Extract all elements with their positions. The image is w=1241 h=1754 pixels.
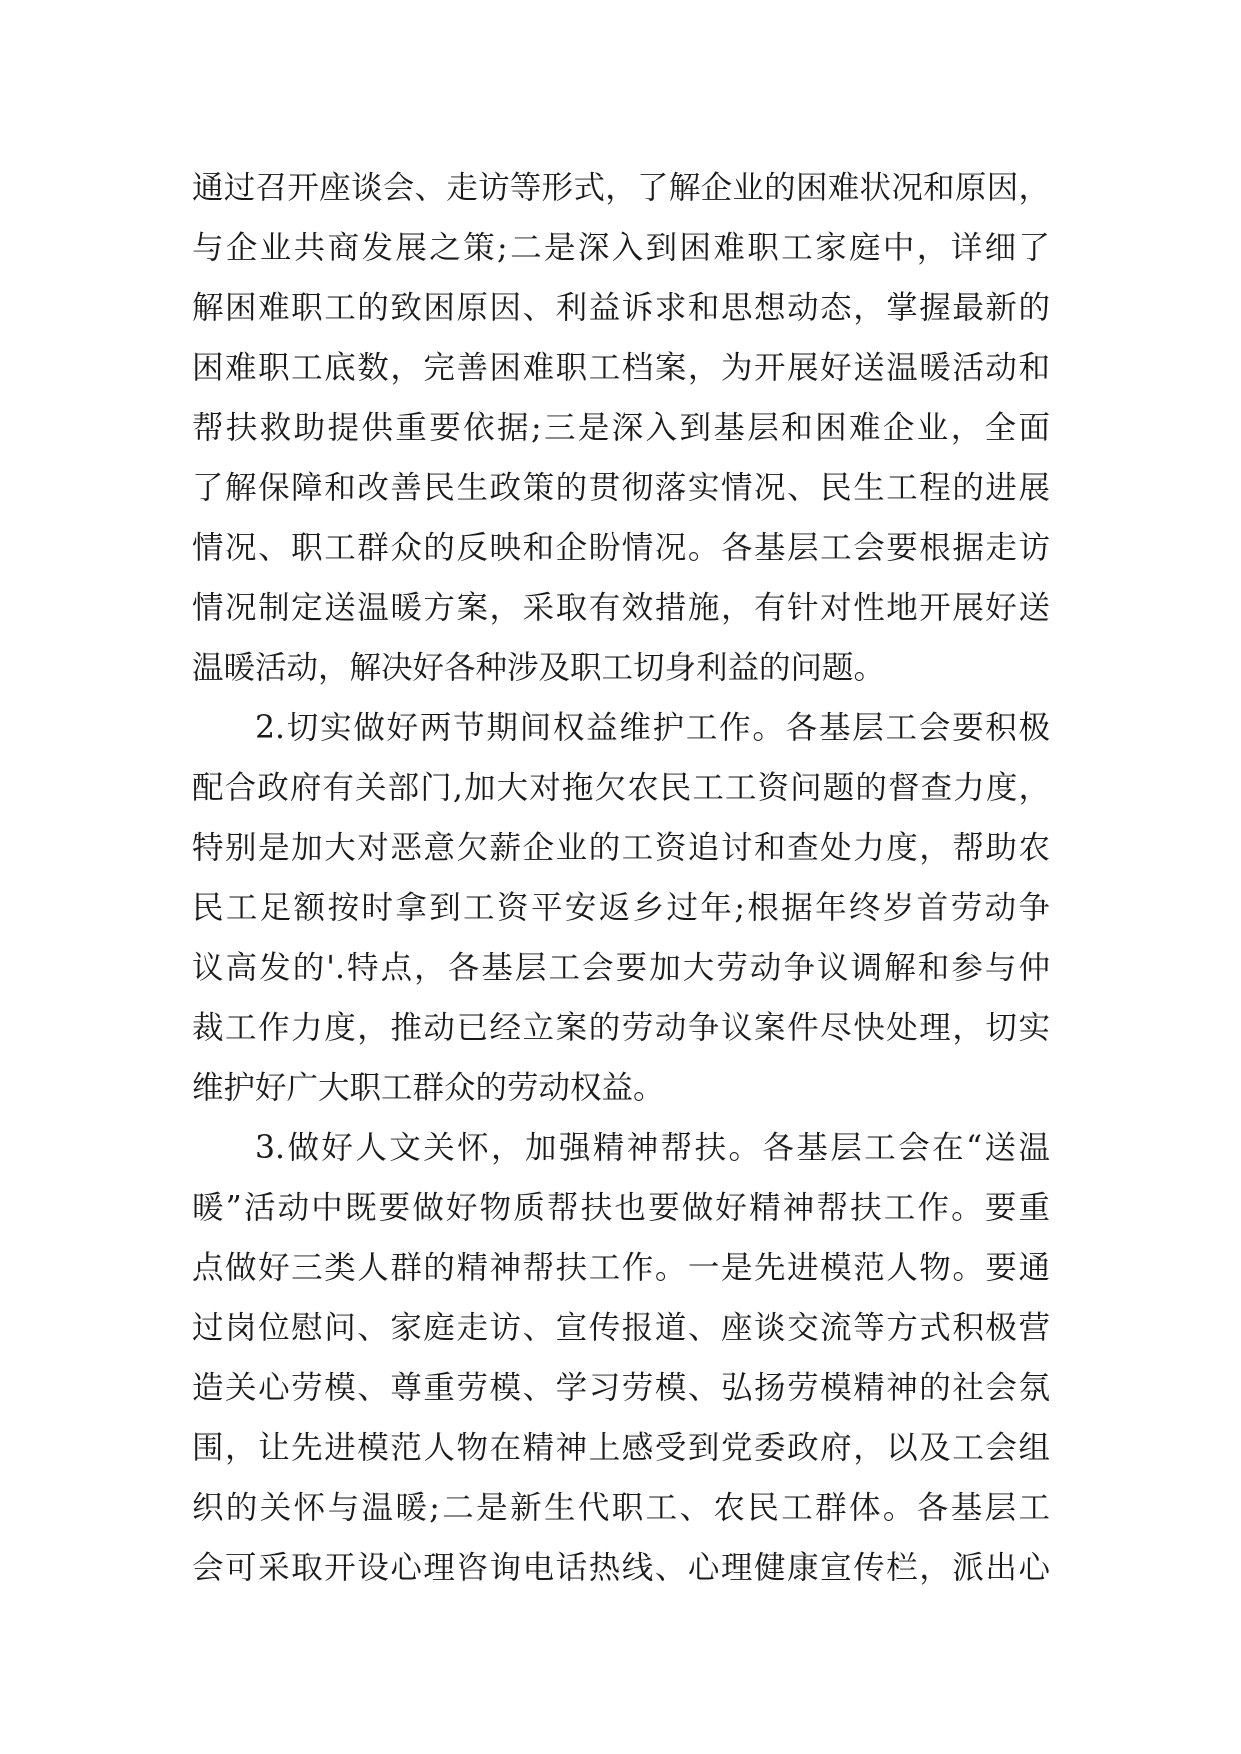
text-line: 通过召开座谈会、走访等形式，了解企业的困难状况和原因， — [192, 170, 1050, 206]
text-line: 民工足额按时拿到工资平安返乡过年;根据年终岁首劳动争 — [192, 890, 1050, 926]
text-line: 配合政府有关部门,加大对拖欠农民工工资问题的督查力度， — [192, 770, 1050, 806]
text-line: 与企业共商发展之策;二是深入到困难职工家庭中，详细了 — [192, 230, 1050, 266]
text-line: 议高发的'.特点，各基层工会要加大劳动争议调解和参与仲 — [192, 950, 1050, 986]
text-line: 暖”活动中既要做好物质帮扶也要做好精神帮扶工作。要重 — [192, 1190, 1050, 1226]
text-line: 情况制定送温暖方案，采取有效措施，有针对性地开展好送 — [192, 590, 1050, 626]
paragraph-3-first-line: 3.做好人文关怀，加强精神帮扶。各基层工会在“送温 — [255, 1130, 1050, 1166]
text-line: 情况、职工群众的反映和企盼情况。各基层工会要根据走访 — [192, 530, 1050, 566]
text-line: 帮扶救助提供重要依据;三是深入到基层和困难企业，全面 — [192, 410, 1050, 446]
text-line: 过岗位慰问、家庭走访、宣传报道、座谈交流等方式积极营 — [192, 1310, 1050, 1346]
text-line: 点做好三类人群的精神帮扶工作。一是先进模范人物。要通 — [192, 1250, 1050, 1286]
text-line: 温暖活动，解决好各种涉及职工切身利益的问题。 — [192, 650, 886, 686]
text-line: 围，让先进模范人物在精神上感受到党委政府，以及工会组 — [192, 1430, 1050, 1466]
text-line: 造关心劳模、尊重劳模、学习劳模、弘扬劳模精神的社会氛 — [192, 1370, 1050, 1406]
text-line: 裁工作力度，推动已经立案的劳动争议案件尽快处理，切实 — [192, 1010, 1050, 1046]
text-line: 维护好广大职工群众的劳动权益。 — [192, 1070, 665, 1106]
text-line: 会可采取开设心理咨询电话热线、心理健康宣传栏，派出心 — [192, 1550, 1050, 1586]
text-line: 特别是加大对恶意欠薪企业的工资追讨和查处力度，帮助农 — [192, 830, 1050, 866]
text-line: 了解保障和改善民生政策的贯彻落实情况、民生工程的进展 — [192, 470, 1050, 506]
paragraph-2-first-line: 2.切实做好两节期间权益维护工作。各基层工会要积极 — [255, 710, 1050, 746]
text-line: 解困难职工的致困原因、利益诉求和思想动态，掌握最新的 — [192, 290, 1050, 326]
text-line: 困难职工底数，完善困难职工档案，为开展好送温暖活动和 — [192, 350, 1050, 386]
text-line: 织的关怀与温暖;二是新生代职工、农民工群体。各基层工 — [192, 1490, 1050, 1526]
